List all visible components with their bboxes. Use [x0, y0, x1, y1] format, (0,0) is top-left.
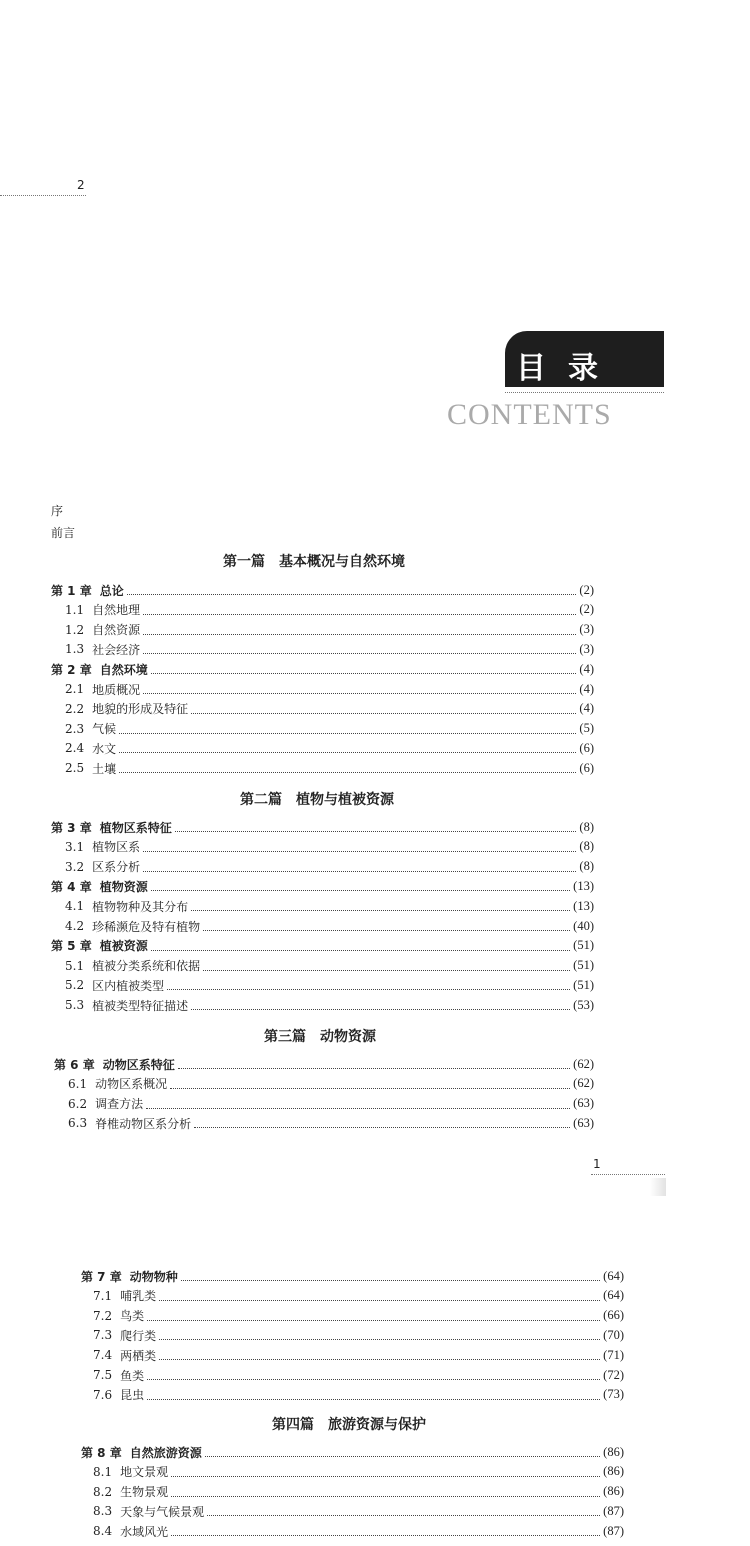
toc-number: 1.3 — [65, 642, 85, 657]
toc-page-number: (2) — [579, 582, 594, 597]
scan-shading — [650, 1178, 666, 1196]
toc-page-number: (3) — [579, 622, 594, 637]
toc-title: 鸟类 — [120, 1309, 145, 1324]
toc-title: 植物资源 — [99, 879, 148, 894]
toc-title: 爬行类 — [120, 1328, 157, 1343]
toc-title: 植被分类系统和依据 — [92, 959, 201, 974]
part-heading: 第三篇 动物资源 — [264, 1029, 376, 1045]
toc-page-number: (71) — [603, 1347, 624, 1362]
toc-section-entry[interactable] — [65, 975, 594, 995]
toc-section-entry[interactable] — [93, 1482, 624, 1502]
toc-page-number: (6) — [579, 740, 594, 755]
dotted-rule-top — [0, 195, 86, 196]
toc-page-number: (6) — [579, 760, 594, 775]
toc-chapter-entry[interactable] — [51, 936, 594, 956]
toc-page-number: (51) — [573, 958, 594, 973]
dot-leader — [147, 1390, 600, 1400]
toc-chapter-entry[interactable] — [81, 1266, 624, 1286]
toc-number: 7.1 — [93, 1288, 113, 1303]
toc-number: 第 4 章 — [51, 879, 92, 894]
dot-leader — [151, 881, 570, 891]
toc-title: 地质概况 — [92, 682, 141, 697]
toc-title: 水域风光 — [120, 1524, 169, 1539]
dot-leader — [151, 941, 570, 951]
dot-leader — [194, 1118, 570, 1128]
dot-leader — [205, 1447, 600, 1457]
toc-page-number: (64) — [603, 1268, 624, 1283]
dot-leader — [159, 1330, 600, 1340]
toc-chapter-entry[interactable] — [81, 1442, 624, 1462]
toc-page-number: (51) — [573, 977, 594, 992]
toc-number: 第 6 章 — [54, 1057, 95, 1072]
toc-title: 气候 — [92, 722, 117, 737]
toc-section-entry[interactable] — [65, 758, 594, 778]
toc-number: 2.3 — [65, 721, 85, 736]
dot-leader — [119, 724, 576, 734]
toc-number: 7.5 — [93, 1368, 113, 1382]
toc-number: 7.3 — [93, 1328, 113, 1343]
toc-page-number: (8) — [579, 859, 594, 874]
toc-page-number: (40) — [573, 918, 594, 933]
toc-title: 地文景观 — [120, 1465, 169, 1480]
part-heading: 第一篇 基本概况与自然环境 — [223, 554, 405, 570]
toc-section-entry[interactable] — [68, 1113, 594, 1133]
dot-leader — [203, 961, 570, 971]
toc-page-number: (53) — [573, 997, 594, 1012]
toc-chapter-entry[interactable] — [54, 1054, 594, 1074]
dot-leader — [171, 1467, 600, 1477]
toc-number: 8.2 — [93, 1484, 113, 1499]
toc-page-number: (87) — [603, 1523, 624, 1538]
toc-title: 区系分析 — [92, 860, 141, 875]
toc-number: 1.2 — [65, 622, 85, 637]
page-number-bottom: 1 — [593, 1157, 601, 1171]
toc-section-entry[interactable] — [93, 1365, 624, 1385]
toc-number: 2.2 — [65, 701, 85, 716]
dot-leader — [143, 644, 576, 654]
toc-title: 昆虫 — [120, 1388, 145, 1403]
toc-title: 植被资源 — [99, 939, 148, 954]
dot-leader — [143, 605, 576, 615]
toc-number: 7.6 — [93, 1387, 113, 1402]
toc-section-entry[interactable] — [65, 916, 594, 936]
part-heading: 第二篇 植物与植被资源 — [240, 792, 394, 808]
toc-section-entry[interactable] — [65, 679, 594, 699]
toc-page-number: (64) — [603, 1288, 624, 1303]
toc-page-number: (63) — [573, 1096, 594, 1111]
toc-page-number: (4) — [579, 661, 594, 676]
toc-title: 植物区系特征 — [99, 820, 172, 835]
toc-section-entry[interactable] — [93, 1385, 624, 1405]
toc-title: 鱼类 — [120, 1368, 145, 1383]
page-number-top: 2 — [77, 178, 85, 192]
toc-title: 生物景观 — [120, 1485, 169, 1500]
toc-section-entry[interactable] — [93, 1462, 624, 1482]
toc-number: 第 8 章 — [81, 1445, 122, 1460]
dot-leader — [170, 1079, 570, 1089]
dot-leader — [191, 1000, 570, 1010]
dot-leader — [167, 980, 570, 990]
toc-number: 2.1 — [65, 682, 85, 696]
toc-number: 7.2 — [93, 1308, 113, 1323]
toc-number: 8.3 — [93, 1504, 113, 1519]
toc-number: 3.1 — [65, 839, 85, 854]
toc-page-number: (86) — [603, 1444, 624, 1459]
toc-title: 地貌的形成及特征 — [92, 702, 189, 717]
toc-chapter-entry[interactable] — [51, 876, 594, 896]
toc-page-number: (72) — [603, 1367, 624, 1382]
toc-title: 哺乳类 — [120, 1289, 157, 1304]
toc-number: 7.4 — [93, 1348, 113, 1363]
title-dotted-rule — [505, 392, 664, 393]
toc-title: 天象与气候景观 — [120, 1504, 205, 1519]
toc-title: 动物区系特征 — [102, 1057, 175, 1072]
toc-page-number: (86) — [603, 1464, 624, 1479]
toc-page-number: (13) — [573, 898, 594, 913]
toc-title: 水文 — [92, 741, 117, 756]
dot-leader — [159, 1350, 600, 1360]
toc-section-entry[interactable] — [93, 1286, 624, 1306]
toc-title: 动物物种 — [129, 1269, 178, 1284]
dot-leader — [207, 1506, 600, 1516]
toc-title: 调查方法 — [95, 1097, 144, 1112]
dot-leader — [171, 1487, 600, 1497]
toc-section-entry[interactable] — [65, 857, 594, 877]
toc-section-entry[interactable] — [65, 956, 594, 976]
dot-leader — [119, 743, 576, 753]
toc-number: 8.1 — [93, 1464, 113, 1479]
dot-leader — [175, 822, 577, 832]
dot-leader — [119, 763, 576, 773]
toc-title: 植物区系 — [92, 840, 141, 855]
toc-chapter-entry[interactable] — [51, 817, 594, 837]
toc-section-entry[interactable] — [65, 620, 594, 640]
toc-page-number: (63) — [573, 1115, 594, 1130]
toc-chapter-entry[interactable] — [51, 659, 594, 679]
toc-section-entry[interactable] — [65, 738, 594, 758]
dot-leader — [203, 921, 570, 931]
toc-page-number: (86) — [603, 1484, 624, 1499]
part-heading: 第四篇 旅游资源与保护 — [272, 1417, 426, 1433]
toc-number: 6.2 — [68, 1096, 88, 1111]
toc-title: 珍稀濒危及特有植物 — [92, 919, 201, 934]
toc-title: 自然资源 — [92, 623, 141, 638]
toc-section-entry[interactable] — [65, 995, 594, 1015]
dot-leader — [151, 664, 577, 674]
toc-section-entry[interactable] — [65, 896, 594, 916]
toc-page-number: (2) — [579, 602, 594, 617]
dot-leader — [178, 1059, 570, 1069]
toc-number: 3.2 — [65, 859, 85, 874]
toc-number: 第 5 章 — [51, 939, 92, 954]
toc-page-number: (13) — [573, 878, 594, 893]
toc-number: 2.4 — [65, 741, 85, 756]
dot-leader — [143, 842, 576, 852]
toc-section-entry[interactable] — [93, 1306, 624, 1326]
toc-title: 自然环境 — [99, 662, 148, 677]
toc-title: 植被类型特征描述 — [92, 998, 189, 1013]
dotted-rule-bottom — [591, 1174, 665, 1175]
toc-number: 8.4 — [93, 1524, 113, 1539]
dot-leader — [127, 585, 577, 595]
toc-title: 区内植被类型 — [92, 978, 165, 993]
toc-number: 第 3 章 — [51, 820, 92, 835]
toc-page-number: (73) — [603, 1387, 624, 1402]
toc-title: 自然地理 — [92, 603, 141, 618]
toc-section-entry[interactable] — [68, 1074, 594, 1094]
toc-page-number: (4) — [579, 701, 594, 716]
toc-page-number: (4) — [579, 681, 594, 696]
toc-page-number: (70) — [603, 1327, 624, 1342]
toc-number: 5.3 — [65, 998, 85, 1013]
toc-number: 第 7 章 — [81, 1269, 122, 1284]
toc-number: 第 1 章 — [51, 583, 92, 598]
toc-title: 社会经济 — [92, 642, 141, 657]
toc-number: 1.1 — [65, 602, 85, 617]
toc-title: 两栖类 — [120, 1348, 157, 1363]
toc-section-entry[interactable] — [93, 1501, 624, 1521]
toc-title: 动物区系概况 — [95, 1077, 168, 1092]
toc-number: 6.1 — [68, 1076, 88, 1091]
contents-title-cn: 目录 — [516, 351, 620, 386]
toc-number: 4.1 — [65, 899, 85, 914]
toc-title: 自然旅游资源 — [129, 1445, 202, 1460]
toc-number: 5.1 — [65, 958, 85, 973]
front-matter-foreword[interactable]: 前言 — [51, 526, 76, 540]
toc-number: 5.2 — [65, 978, 85, 993]
contents-title-en: CONTENTS — [447, 398, 612, 431]
toc-page-number: (66) — [603, 1308, 624, 1323]
front-matter-preface[interactable]: 序 — [51, 504, 64, 518]
toc-section-entry[interactable] — [68, 1094, 594, 1114]
dot-leader — [191, 704, 576, 714]
toc-page-number: (8) — [579, 839, 594, 854]
toc-title: 脊椎动物区系分析 — [95, 1116, 192, 1131]
dot-leader — [147, 1311, 600, 1321]
toc-section-entry[interactable] — [65, 699, 594, 719]
toc-page-number: (62) — [573, 1056, 594, 1071]
toc-page-number: (87) — [603, 1503, 624, 1518]
toc-page-number: (51) — [573, 938, 594, 953]
dot-leader — [171, 1526, 600, 1536]
toc-section-entry[interactable] — [65, 719, 594, 739]
dot-leader — [159, 1291, 600, 1301]
toc-number: 6.3 — [68, 1116, 88, 1131]
toc-number: 4.2 — [65, 919, 85, 933]
toc-section-entry[interactable] — [65, 837, 594, 857]
toc-number: 2.5 — [65, 761, 85, 776]
toc-page-number: (8) — [579, 819, 594, 834]
toc-section-entry[interactable] — [93, 1521, 624, 1541]
dot-leader — [146, 1099, 570, 1109]
toc-section-entry[interactable] — [65, 639, 594, 659]
toc-chapter-entry[interactable] — [51, 580, 594, 600]
toc-title: 总论 — [99, 583, 124, 598]
toc-section-entry[interactable] — [65, 600, 594, 620]
toc-page-number: (3) — [579, 641, 594, 656]
toc-page-number: (62) — [573, 1076, 594, 1091]
dot-leader — [143, 862, 576, 872]
dot-leader — [181, 1271, 600, 1281]
toc-title: 植物物种及其分布 — [92, 899, 189, 914]
dot-leader — [191, 901, 570, 911]
toc-page-number: (5) — [579, 721, 594, 736]
dot-leader — [143, 684, 576, 694]
dot-leader — [147, 1370, 600, 1380]
toc-number: 第 2 章 — [51, 662, 92, 677]
toc-title: 土壤 — [92, 761, 117, 776]
toc-section-entry[interactable] — [93, 1345, 624, 1365]
toc-section-entry[interactable] — [93, 1325, 624, 1345]
dot-leader — [143, 625, 576, 635]
